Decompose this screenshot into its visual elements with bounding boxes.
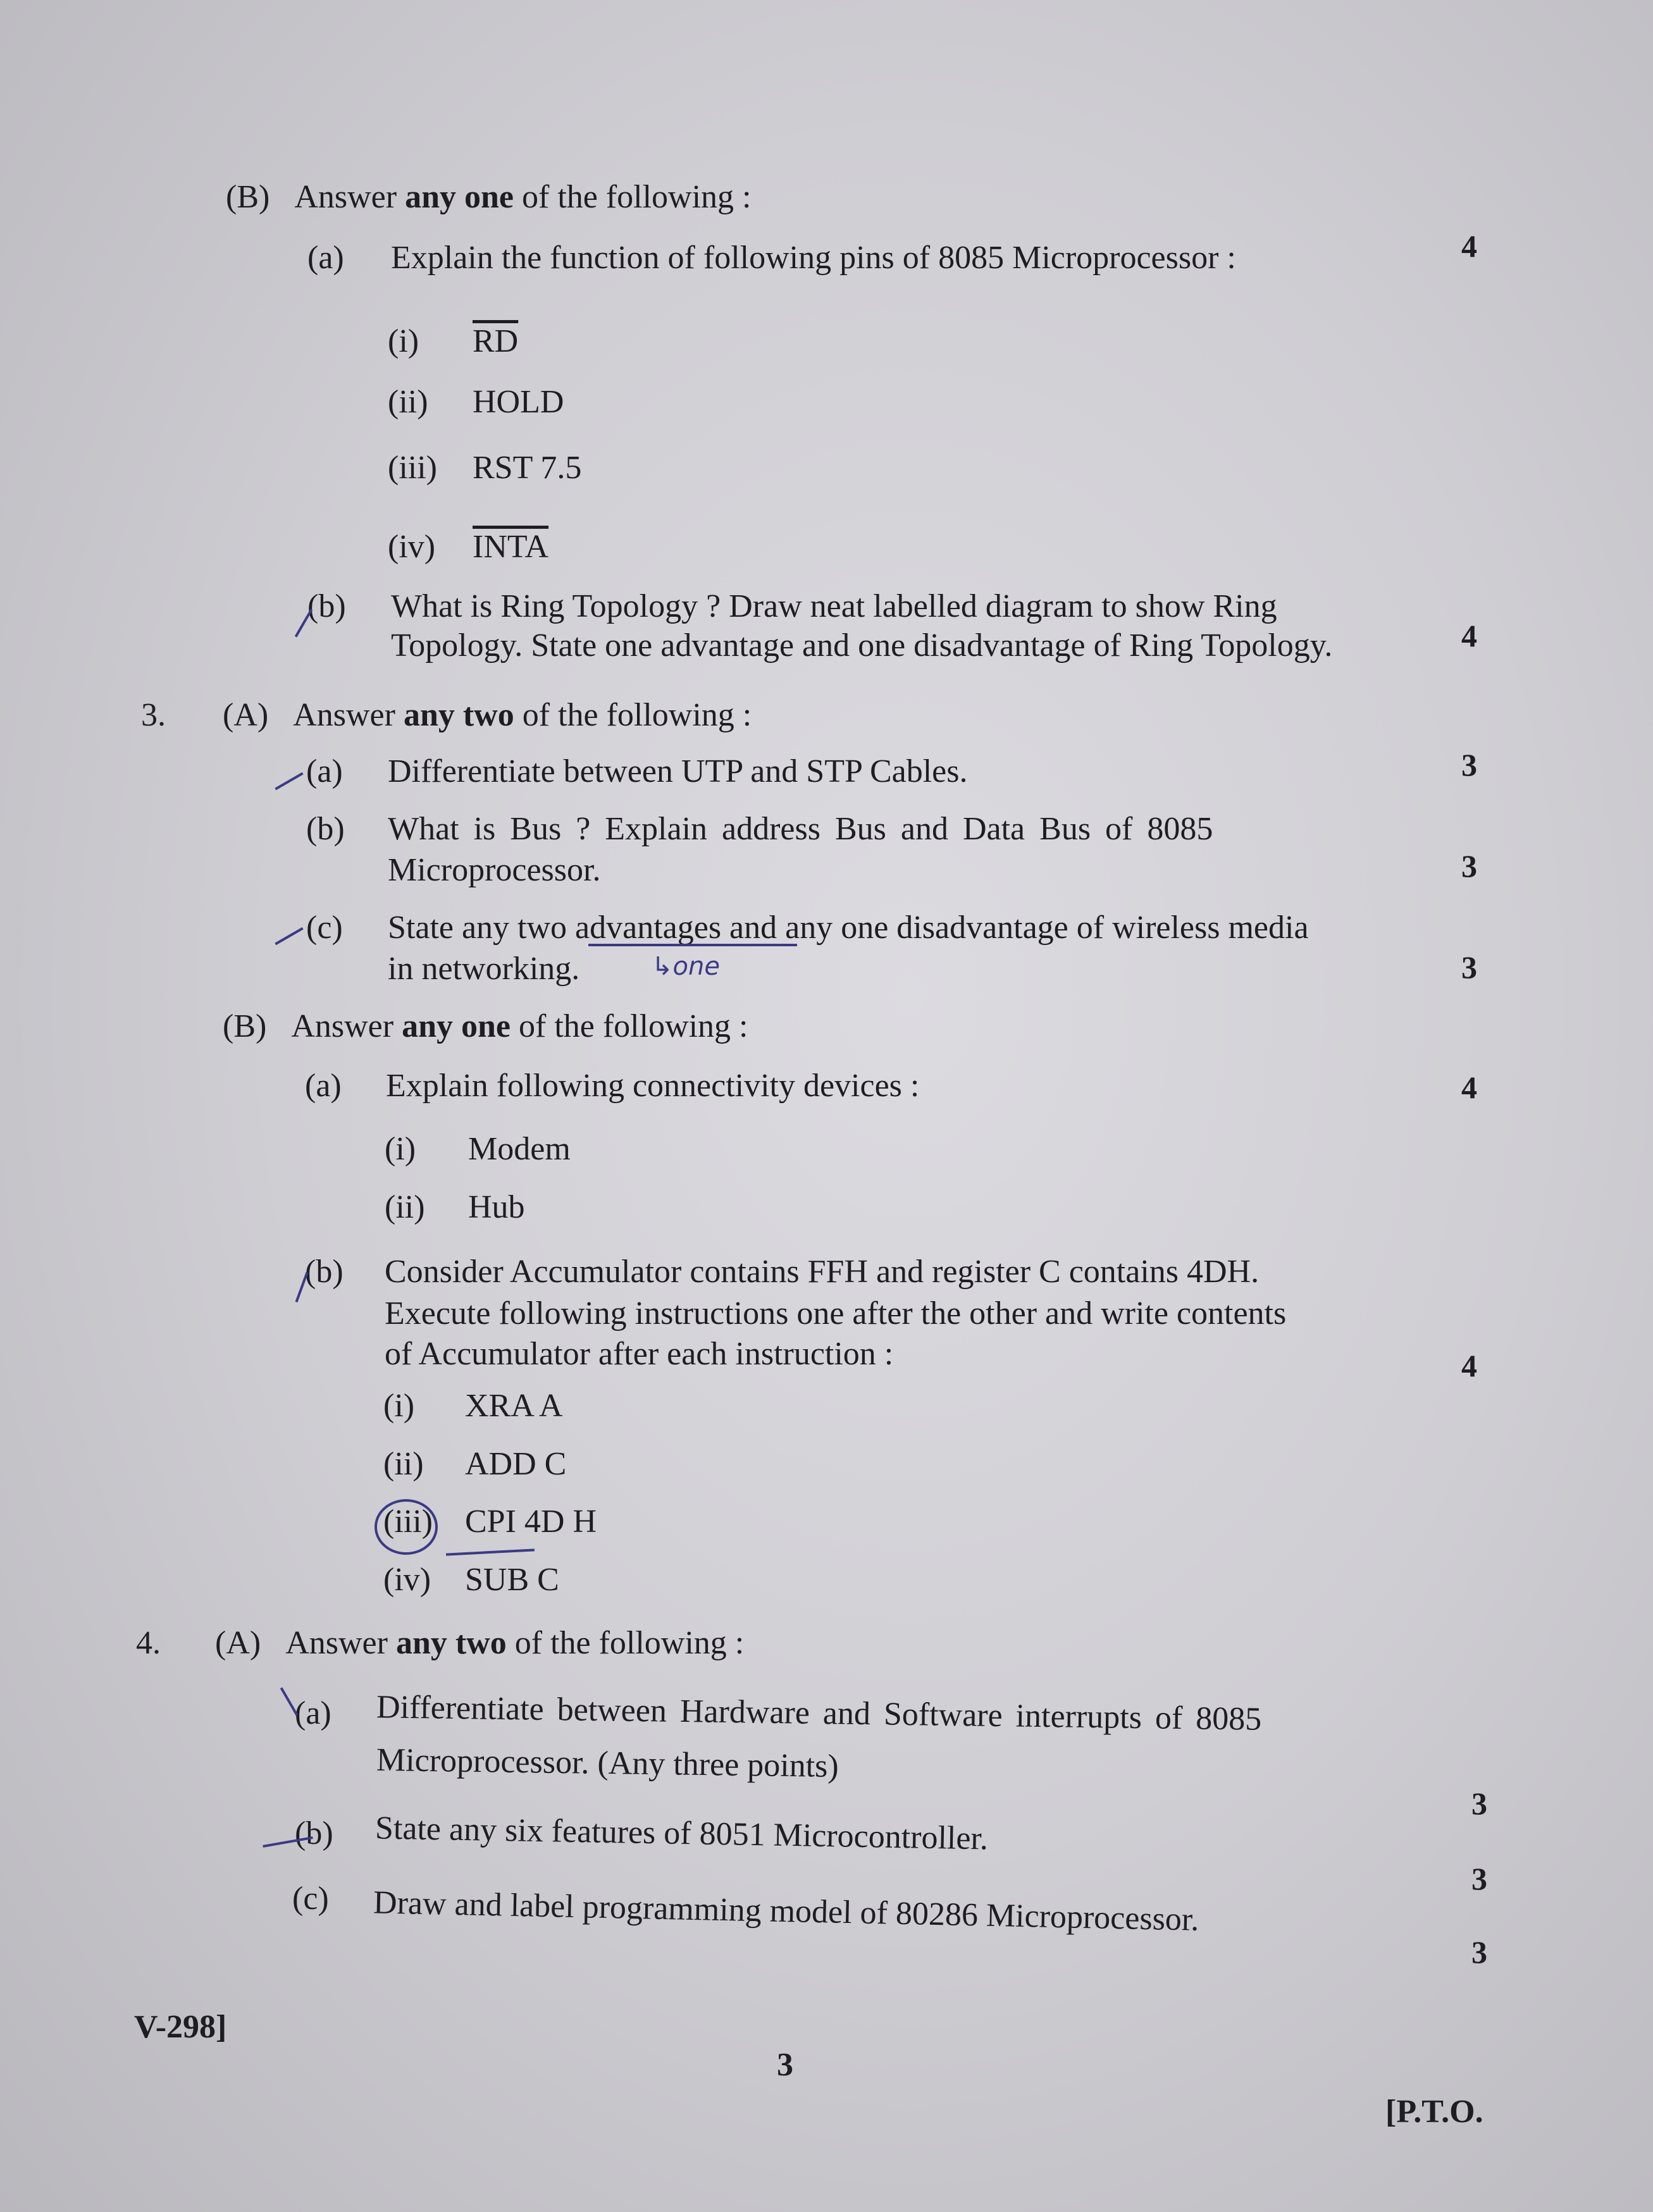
marks: 3	[1461, 848, 1477, 884]
list-item-text: $\overline{RD}$	[473, 323, 519, 359]
list-item: (ii)	[383, 1446, 424, 1482]
question-label: (b)	[305, 1254, 344, 1290]
question-text: State any six features of 8051 Microcontroller.	[375, 1810, 989, 1857]
handwritten-annotation: ↳one	[652, 952, 720, 981]
question-text: Microprocessor. (Any three points)	[376, 1741, 839, 1785]
marks: 4	[1461, 228, 1477, 264]
list-item-text: Modem	[468, 1131, 571, 1167]
question-number: 3.	[141, 697, 166, 733]
question-text: Consider Accumulator contains FFH and register C contains 4DH.	[385, 1254, 1260, 1290]
list-item: (iii)	[388, 450, 437, 486]
question-text: Differentiate between UTP and STP Cables.	[388, 753, 968, 789]
page-number: 3	[777, 2047, 793, 2083]
list-item: (iv)	[388, 529, 436, 565]
marks: 4	[1461, 1348, 1477, 1383]
list-item: (iv)	[383, 1562, 431, 1598]
question-number: 4.	[136, 1625, 161, 1661]
question-text: State any two advantages and any one disadvantage of wireless media	[388, 910, 1309, 946]
question-text: Microprocessor.	[388, 852, 601, 888]
list-item-text: Hub	[468, 1189, 525, 1225]
question-text: in networking.	[388, 951, 580, 987]
list-item-text: ADD C	[465, 1446, 567, 1482]
question-text: Explain following connectivity devices :	[386, 1068, 920, 1104]
paper-code: V-298]	[134, 2009, 227, 2045]
question-label: (b)	[306, 811, 345, 847]
question-text: Explain the function of following pins of 8085 Microprocessor :	[391, 240, 1236, 276]
list-item-text: RST 7.5	[473, 450, 582, 486]
section-heading: (B) Answer any one of the following :	[226, 179, 752, 215]
list-item: (ii)	[385, 1189, 425, 1225]
question-2b-a: (a)	[307, 240, 344, 276]
please-turn-over: [P.T.O.	[1385, 2094, 1483, 2130]
marks: 4	[1461, 1070, 1477, 1105]
marks: 3	[1461, 747, 1477, 782]
question-text: What is Bus ? Explain address Bus and Data Bus of 8085	[388, 811, 1213, 847]
question-label: (c)	[292, 1881, 329, 1917]
question-label: (a)	[306, 753, 343, 789]
marks: 3	[1471, 1786, 1487, 1821]
section-heading: (A) Answer any two of the following :	[223, 697, 752, 733]
list-item: (i)	[385, 1131, 416, 1167]
section-heading: (A) Answer any two of the following :	[215, 1625, 745, 1661]
question-text: of Accumulator after each instruction :	[385, 1336, 894, 1372]
marks: 3	[1471, 1861, 1487, 1896]
handwritten-overline	[446, 1548, 535, 1555]
list-item: (ii)	[388, 384, 428, 420]
list-item-text: XRA A	[465, 1388, 563, 1424]
question-label: (a)	[305, 1068, 342, 1104]
section-heading: (B) Answer any one of the following :	[223, 1008, 748, 1044]
list-item: (iii)	[383, 1504, 433, 1540]
list-item: (i)	[388, 323, 419, 359]
question-text: Execute following instructions one after the other and write contents	[385, 1295, 1287, 1332]
question-label: (b)	[295, 1815, 333, 1851]
marks: 3	[1471, 1934, 1487, 1970]
list-item-text: HOLD	[473, 384, 564, 420]
question-label: (c)	[306, 910, 343, 946]
question-text: Differentiate between Hardware and Software interrupts of 8085	[376, 1689, 1262, 1738]
question-text: Topology. State one advantage and one disadvantage of Ring Topology.	[391, 627, 1333, 664]
question-text: What is Ring Topology ? Draw neat labelled diagram to show Ring	[391, 588, 1277, 624]
marks: 4	[1461, 618, 1477, 653]
question-label: (b)	[307, 588, 346, 624]
handwritten-circle	[375, 1499, 438, 1555]
question-label: (a)	[295, 1695, 331, 1731]
list-item-text: INTA	[473, 529, 549, 565]
list-item-text: SUB C	[465, 1562, 559, 1598]
marks: 3	[1461, 949, 1477, 985]
handwritten-underline	[588, 944, 797, 946]
list-item: (i)	[383, 1388, 415, 1424]
question-text: Draw and label programming model of 80286 Microprocessor.	[373, 1884, 1199, 1938]
list-item-text: CPI 4D H	[465, 1504, 597, 1540]
tick-mark-icon	[275, 772, 303, 790]
tick-mark-icon	[275, 927, 303, 945]
